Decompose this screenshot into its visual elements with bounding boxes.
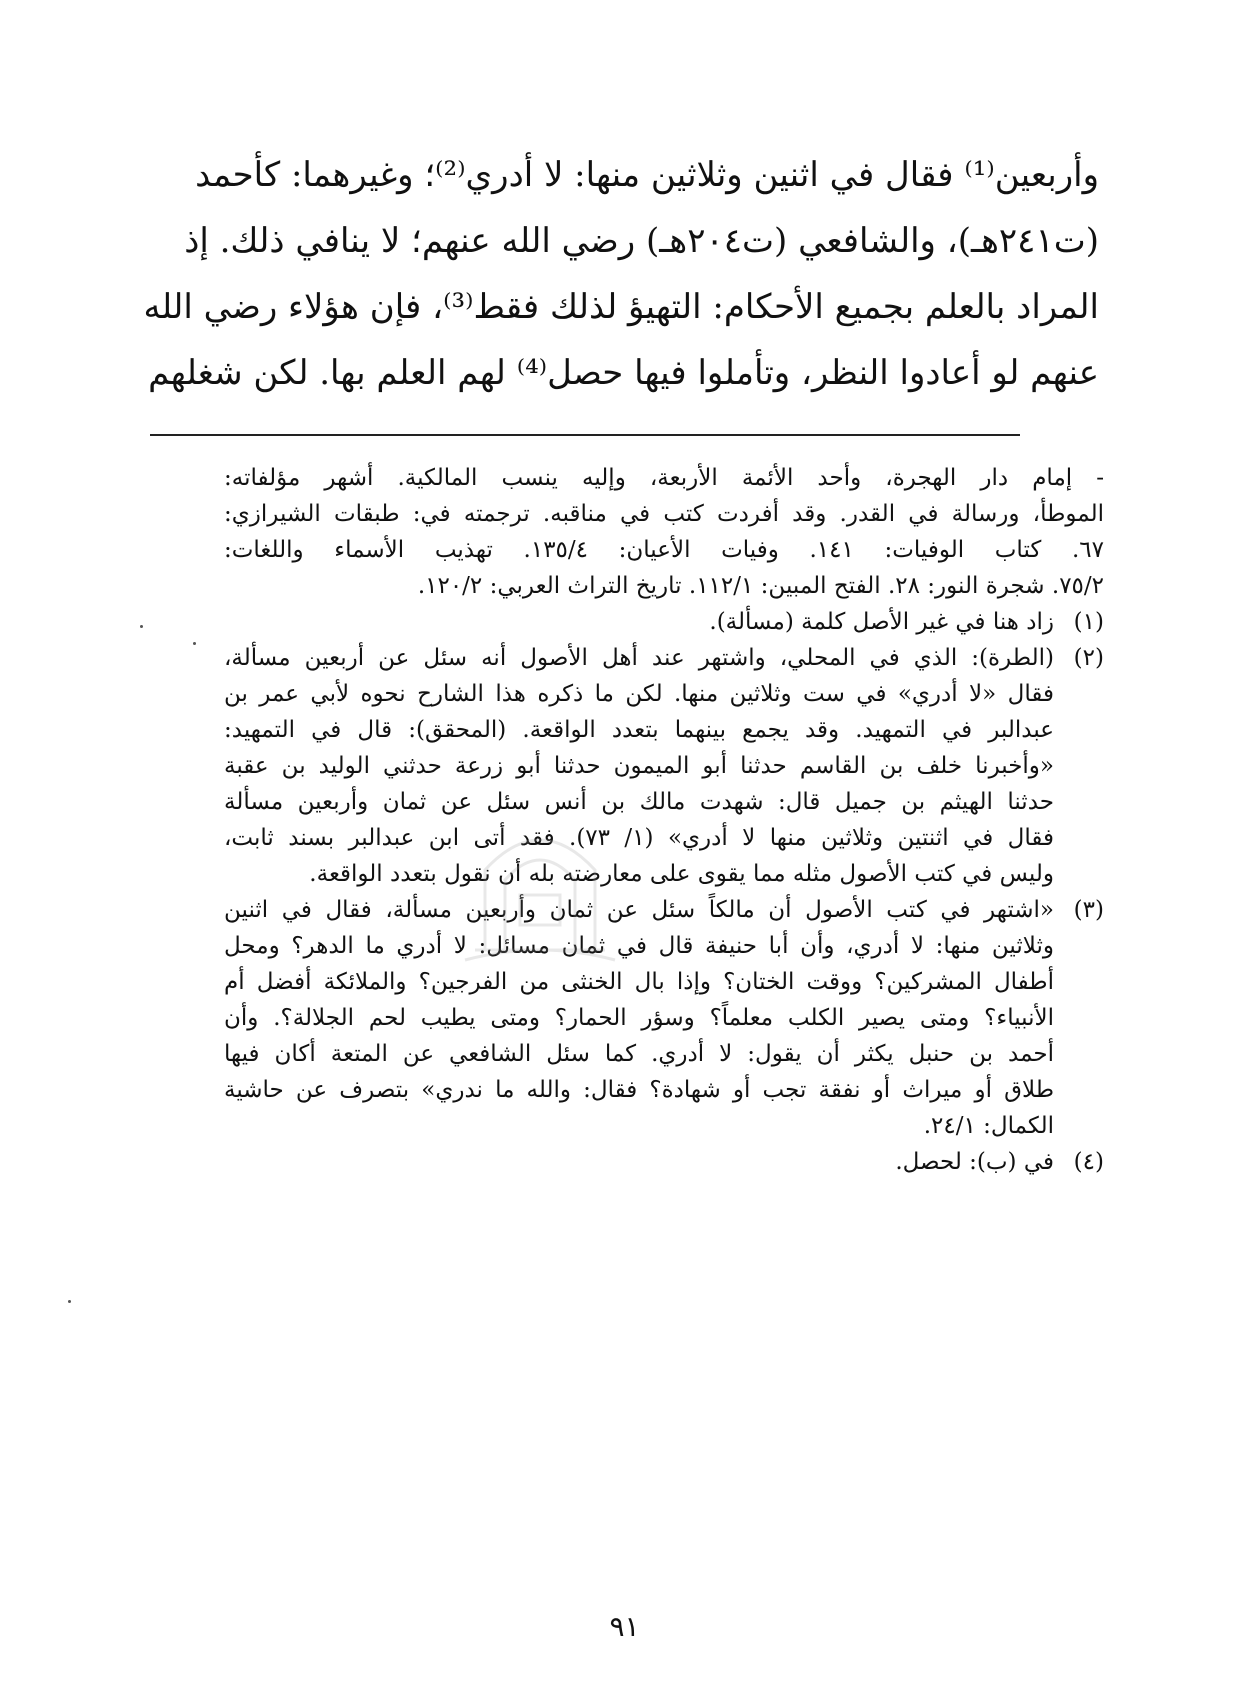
footnote-continuation-line: ٦٧. كتاب الوفيات: ١٤١. وفيات الأعيان: ١٣٥/٤. تهذيب الأسماء واللغات: <box>224 537 1105 563</box>
scan-speck <box>68 1300 71 1303</box>
body-line-4: عنهم لو أعادوا النظر، وتأملوا فيها حصل⁽⁴⁾ لهم العلم بها. لكن شغلهم <box>148 353 1099 393</box>
footnote-continuation-line: الموطأ، ورسالة في القدر. وقد أفردت كتب في مناقبه. ترجمته في: طبقات الشيرازي: <box>224 501 1104 527</box>
footnote-continuation-line: - إمام دار الهجرة، وأحد الأئمة الأربعة، وإليه ينسب المالكية. أشهر مؤلفاته: <box>224 465 1104 491</box>
footnote-number: (٤) <box>1073 1149 1104 1175</box>
footnote-2 <box>224 640 1104 892</box>
footnote-text: الأنبياء؟ ومتى يصير الكلب معلماً؟ وسؤر الحمار؟ ومتى يطيب لحم الجلالة؟. وأن <box>224 1005 1054 1031</box>
body-line-3: المراد بالعلم بجميع الأحكام: التهيؤ لذلك فقط⁽³⁾، فإن هؤلاء رضي الله <box>143 287 1099 327</box>
footnote-4 <box>224 1144 1104 1180</box>
scan-speck <box>140 625 143 628</box>
footnote-continuation <box>224 460 1104 604</box>
page-number: ٩١ <box>609 1610 640 1643</box>
footnote-text: فقال «لا أدري» في ست وثلاثين منها. لكن ما ذكره هذا الشارح نحوه لأبي عمر بن <box>224 681 1054 707</box>
footnote-separator <box>150 434 1020 436</box>
footnote-text: أطفال المشركين؟ ووقت الختان؟ وإذا بال الخنثى من الفرجين؟ والملائكة أفضل أم <box>224 969 1054 995</box>
footnote-text: حدثنا الهيثم بن جميل قال: شهدت مالك بن أنس سئل عن ثمان وأربعين مسألة <box>224 789 1054 815</box>
footnote-text: «اشتهر في كتب الأصول أن مالكاً سئل عن ثمان وأربعين مسألة، فقال في اثنين <box>224 897 1054 923</box>
body-line-2: (ت٢٤١هـ)، والشافعي (ت٢٠٤هـ) رضي الله عنهم؛ لا ينافي ذلك. إذ <box>184 221 1099 261</box>
footnote-text: وليس في كتب الأصول مثله مما يقوى على معارضته بله أن نقول بتعدد الواقعة. <box>309 861 1054 887</box>
footnote-number: (٣) <box>1073 897 1104 923</box>
footnote-text: (الطرة): الذي في المحلي، واشتهر عند أهل الأصول أنه سئل عن أربعين مسألة، <box>224 645 1054 671</box>
footnote-text: أحمد بن حنبل يكثر أن يقول: لا أدري. كما سئل الشافعي عن المتعة أكان فيها <box>224 1041 1054 1067</box>
footnote-number: (٢) <box>1073 645 1104 671</box>
footnote-text: وثلاثين منها: لا أدري، وأن أبا حنيفة قال في ثمان مسائل: لا أدري ما الدهر؟ ومحل <box>224 933 1054 959</box>
footnote-text: «وأخبرنا خلف بن القاسم حدثنا أبو الميمون حدثنا أبو زرعة حدثني الوليد بن عقبة <box>224 753 1054 779</box>
scan-speck <box>193 642 196 645</box>
footnote-text: زاد هنا في غير الأصل كلمة (مسألة). <box>709 609 1054 635</box>
footnote-1 <box>224 604 1104 640</box>
footnote-text: عبدالبر في التمهيد. وقد يجمع بينهما بتعدد الواقعة. (المحقق): قال في التمهيد: <box>224 717 1054 743</box>
footnote-number: (١) <box>1073 609 1104 635</box>
footnote-text: الكمال: ٢٤/١. <box>923 1113 1054 1139</box>
footnote-text: فقال في اثنتين وثلاثين منها لا أدري» (١/ ٧٣). فقد أتى ابن عبدالبر بسند ثابت، <box>224 825 1054 851</box>
body-line-1: وأربعين⁽¹⁾ فقال في اثنين وثلاثين منها: لا أدري⁽²⁾؛ وغيرهما: كأحمد <box>195 155 1099 195</box>
footnote-text: طلاق أو ميراث أو نفقة تجب أو شهادة؟ فقال: والله ما ندري» بتصرف عن حاشية <box>224 1077 1054 1103</box>
footnote-3 <box>224 892 1104 1144</box>
footnote-continuation-line: ٧٥/٢. شجرة النور: ٢٨. الفتح المبين: ١١٢/١. تاريخ التراث العربي: ١٢٠/٢. <box>417 573 1104 599</box>
main-body-text <box>143 142 1099 406</box>
footnote-text: في (ب): لحصل. <box>895 1149 1054 1175</box>
footnotes-section <box>224 460 1104 1180</box>
library-stamp-watermark-icon <box>465 800 615 970</box>
